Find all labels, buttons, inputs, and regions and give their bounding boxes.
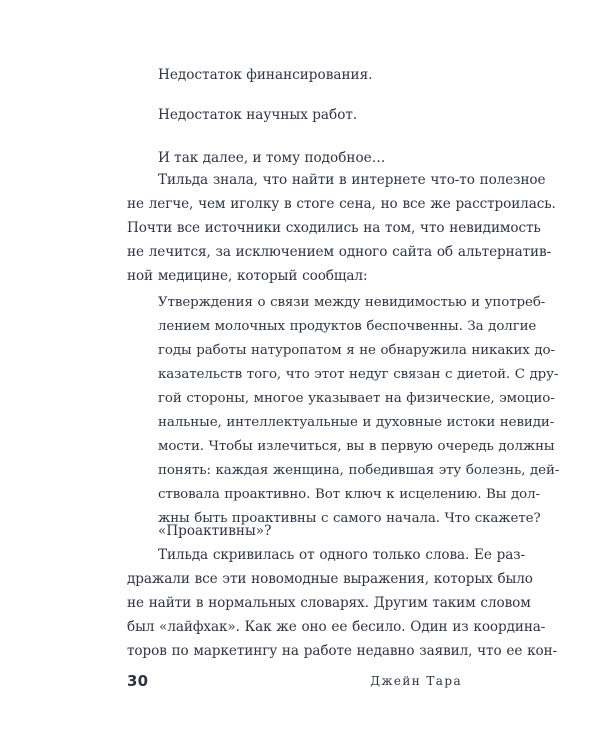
text-line: дражали все эти новомодные выражения, которых было (127, 571, 533, 587)
quote-line: жны быть проактивны с самого начала. Что скажете? (158, 511, 541, 526)
quote-line: лением молочных продуктов беспочвенны. За долгие (158, 319, 537, 334)
quote-line: мости. Чтобы излечиться, вы в первую очередь должны (158, 439, 555, 454)
paragraph-tilda-search (127, 168, 556, 288)
quote-line: понять: каждая женщина, победившая эту болезнь, дей- (158, 463, 560, 478)
quote-line: гой стороны, многое указывает на физические, эмоцио- (158, 391, 555, 406)
text-line: торов по маркетингу на работе недавно заявил, что ее кон- (127, 643, 558, 659)
text-line: ной медицине, который сообщал: (127, 268, 368, 284)
quote-line: ствовала проактивно. Вот ключ к исцелению. Вы дол- (158, 487, 540, 502)
text-line: не легче, чем иголку в стоге сена, но все же расстроилась. (127, 196, 556, 212)
line-etcetera: И так далее, и тому подобное… (158, 150, 386, 166)
quote-naturopath (158, 291, 560, 531)
running-footer-author: Джейн Тара (370, 674, 462, 688)
paragraph-tilda-buzzwords (127, 543, 558, 663)
line-research: Недостаток научных работ. (158, 107, 358, 123)
quote-line: казательств того, что этот недуг связан с диетой. С дру- (158, 367, 559, 382)
page-number: 30 (127, 672, 149, 690)
text-line: Тильда скривилась от одного только слова. Ее раз- (158, 547, 526, 563)
text-line: был «лайфхак». Как же оно ее бесило. Один из координа- (127, 619, 546, 635)
text-line: не найти в нормальных словарях. Другим таким словом (127, 595, 531, 611)
line-funding: Недостаток финансирования. (158, 67, 373, 83)
quote-line: Утверждения о связи между невидимостью и употреб- (158, 295, 546, 310)
text-line: не лечится, за исключением одного сайта об альтернатив- (127, 244, 552, 260)
text-line: Почти все источники сходились на том, что невидимость (127, 220, 541, 236)
quote-line: нальные, интеллектуальные и духовные истоки невиди- (158, 415, 555, 430)
line-proactive: «Проактивны»? (158, 523, 272, 539)
text-line: Тильда знала, что найти в интернете что-то полезное (158, 172, 546, 188)
quote-line: годы работы натуропатом я не обнаружила никаких до- (158, 343, 555, 358)
